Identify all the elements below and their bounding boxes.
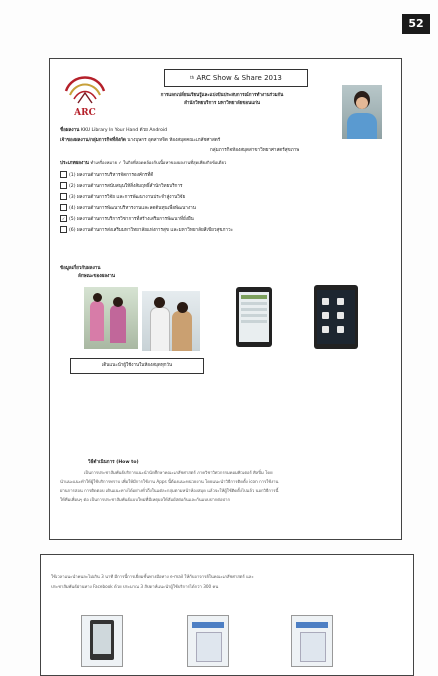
checkbox[interactable] (60, 226, 67, 233)
document-sheet (49, 58, 402, 540)
project-name-row: ชื่อผลงาน KKU Library In Your Hand ด้วย Android (60, 128, 168, 133)
howto-line-3: ผ่านการสอน การติดตอบ เดินแนะทางได้อย่างทั่วถึงในแต่ละกลุ่มตามหน้าห้องสมุด แล้วจะให้ผู้ใช้ติดตั้งไปแล้ว นอกวิธีการนี้ (60, 488, 279, 493)
checklist-label: (3) ผลงานด้านการวิจัย และการพัฒนางานประจำสู่งานวิจัย (69, 195, 186, 200)
checkbox[interactable]: ✓ (61, 216, 66, 221)
thumbnail-phone-3 (291, 615, 333, 667)
checklist-item (60, 171, 153, 179)
photo-library-visit (84, 287, 138, 349)
thumbnail-phone-2 (187, 615, 229, 667)
screenshot-app-menu (314, 285, 358, 349)
thumbnail-phone-1 (81, 615, 123, 667)
info-heading: ข้อมูลเกี่ยวกับผลงาน (60, 266, 101, 271)
author-photo (342, 85, 382, 139)
checklist-item (60, 182, 183, 190)
photo-caption: เดินแนะนำผู้ใช้งานในห้องสมุดทุกวัน (70, 358, 204, 374)
checklist-item (60, 226, 233, 234)
page-title: $^{th}$ ARC Show & Share 2013 (164, 69, 308, 87)
checkbox[interactable] (60, 182, 67, 189)
project-type-row: ประเภทผลงาน ทำเครื่องหมาย ✓ ในกิจที่สอดคล้องกับเนื้อหาของผลงานที่สุดเพียงกิจข้อเดียว (60, 160, 227, 166)
checklist-item (60, 215, 194, 223)
checkbox[interactable] (60, 193, 67, 200)
page-number-badge: 52 (402, 14, 430, 34)
document-sheet-continued (40, 554, 414, 676)
subtitle-1: การแลกเปลี่ยนเรียนรู้และแบ่งปันประสบการณ์การทำงานร่วมกัน (160, 93, 284, 98)
project-owner-row-2: กลุ่มภารกิจห้องสมุดสาขาวิทยาศาสตร์สุขภาพ (210, 148, 300, 153)
howto-line-1: เป็นการประชาสัมพันธ์บริการแนะนำนักศึกษาคณะเภสัชศาสตร์ ภาควิชาวิศวกรรมคอมพิวเตอร์ ศิลปิ์ม โดย (84, 470, 273, 475)
howto-heading: วิธีดำเนินการ (How to) (88, 460, 139, 465)
checklist-label: (5) ผลงานด้านการบริการวิชาการที่สร้างเสริมการพัฒนาที่ยั่งยืน (69, 217, 194, 222)
checklist-label: (2) ผลงานด้านการสนับสนุนให้สิ่งสัมฤทธิ์สำนักวิทยบริการ (69, 184, 183, 189)
continued-line-2: ประชาสัมพันธ์ผ่านทาง Facebook ด้วย ประมาณ 3 สัปดาห์แนะนำผู้ใช้บริการได้กว่า 300 คน (51, 584, 219, 589)
project-owner-row: เจ้าของผลงาน/กลุ่มการกิจที่สังกัด นางบุษกร อุตสาหจิต ห้องสมุดคณะเภสัชศาสตร์ (60, 138, 221, 143)
howto-line-4: ให้ทีมเพื่อนๆ ต่อ เป็นการประชาสัมพันธ์แบบใหม่ที่มีเหตุผลให้สัมผัสต่อกันและกันแบบปากต่อปาก (60, 497, 231, 502)
info-subheading: ลักษณะของผลงาน (78, 274, 115, 279)
photo-staff-demo (142, 291, 200, 351)
continued-line-1: ใช้เวลาแนะนำคนละไม่เกิน 3 นาที มีการนี้การเยี่ยมชั้นทางมือทาง e-mail ให้กับอาจารย์ในคณะเภสัชศาสตร์ และ (51, 574, 254, 579)
screenshot-app-list (236, 287, 272, 347)
checklist-label: (4) ผลงานด้านการพัฒนาบริหารงานและลดต้นทุนเพื่อพัฒนางาน (69, 206, 196, 211)
arc-logo (62, 69, 108, 121)
svg-text:ARC: ARC (74, 108, 96, 118)
checklist-label: (6) ผลงานด้านการส่งเสริมมหาวิทยาลัยแห่งการสุข และมหาวิทยาลัยสีเขียวสุขภาวะ (69, 228, 234, 233)
subtitle-2: สำนักวิทยบริการ มหาวิทยาลัยขอนแก่น (184, 101, 260, 106)
checklist-label: (1) ผลงานด้านการบริหารจัดการองค์กรที่ดี (69, 173, 154, 178)
checklist-item (60, 193, 185, 201)
checkbox[interactable] (60, 204, 67, 211)
checklist-item (60, 204, 196, 212)
checkbox[interactable] (60, 171, 67, 178)
howto-line-2: นำแนะแนะทำให้ผู้ใช้บริการทราบ เพื่อให้มีการใช้งาน Apps นี้ต้องแนะหน่วยงาน โดยแนะนำวิธีการติดตั้ง icon การใช้งาน (60, 479, 279, 484)
